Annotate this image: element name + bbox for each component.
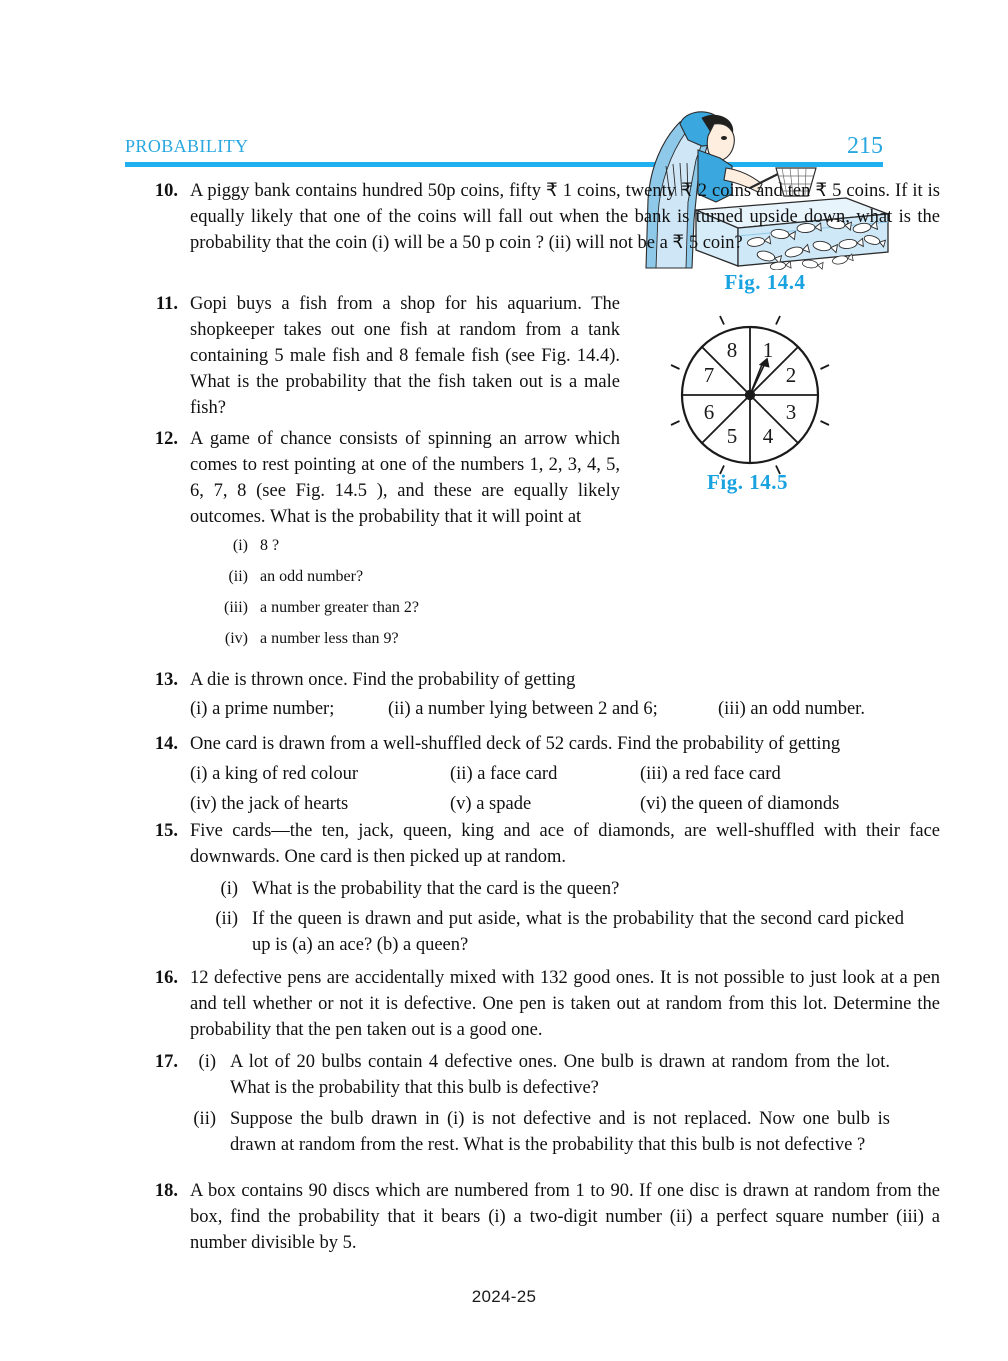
question-12-number: 12. xyxy=(154,429,178,449)
svg-text:2: 2 xyxy=(785,363,797,387)
subitem-text: A lot of 20 bulbs contain 4 defective ones. One bulb is drawn at random from the lot. What is the probability that this bulb is defective? xyxy=(230,1052,890,1098)
question-14-option: (i) a king of red colour xyxy=(190,764,358,784)
academic-session: 2024-25 xyxy=(471,1287,537,1306)
subitem-label: (i) xyxy=(232,537,248,554)
question-12 xyxy=(132,426,620,654)
svg-text:6: 6 xyxy=(703,400,715,424)
question-14-option: (iii) a red face card xyxy=(640,764,781,784)
subitem-label: (i) xyxy=(198,1052,216,1072)
svg-text:1: 1 xyxy=(762,338,774,362)
question-13-option: (iii) an odd number. xyxy=(718,699,865,719)
question-14-number: 14. xyxy=(154,734,178,754)
question-13 xyxy=(132,667,892,723)
question-15-subitem xyxy=(204,876,904,902)
subitem-text: an odd number? xyxy=(260,568,364,585)
question-14-option: (ii) a face card xyxy=(450,764,558,784)
question-17-number: 17. xyxy=(154,1052,178,1072)
svg-text:7: 7 xyxy=(703,363,715,387)
question-12-subitem xyxy=(206,561,602,592)
question-15-text: Five cards—the ten, jack, queen, king and ace of diamonds, are well-shuffled with their face downwards. One card is then picked up at random. xyxy=(190,821,940,867)
question-17 xyxy=(132,1049,892,1158)
question-18-number: 18. xyxy=(154,1181,178,1201)
question-12-subitem xyxy=(206,530,602,561)
running-head-chapter-title: PROBABILITY xyxy=(125,136,249,156)
question-14-option: (vi) the queen of diamonds xyxy=(640,794,840,814)
question-13-option: (i) a prime number; xyxy=(190,699,335,719)
question-11 xyxy=(132,291,620,421)
question-10-text: A piggy bank contains hundred 50p coins, fifty ₹ 1 coins, twenty ₹ 2 coins and ten ₹ 5 coins. If it is equally likely that one of the coins will fall out when the bank is turned upside down, what is the probability that the coin (i) will be a 50 p coin ? (ii) will not be a ₹ 5 coin? xyxy=(190,181,940,253)
question-11-text: Gopi buys a fish from a shop for his aquarium. The shopkeeper takes out one fish at random from a tank containing 5 male fish and 8 female fish (see Fig. 14.4). What is the probability that the fish taken out is a male fish? xyxy=(190,294,620,418)
question-12-subitems xyxy=(206,530,602,654)
subitem-text: What is the probability that the card is the queen? xyxy=(252,879,620,899)
question-13-text: A die is thrown once. Find the probability of getting xyxy=(190,670,576,690)
question-17-subitem xyxy=(190,1106,890,1158)
question-13-option: (ii) a number lying between 2 and 6; xyxy=(388,699,658,719)
question-15-subitem xyxy=(204,906,904,958)
question-12-text: A game of chance consists of spinning an arrow which comes to rest pointing at one of the numbers 1, 2, 3, 4, 5, 6, 7, 8 (see Fig. 14.5 ), and these are equally likely outcomes. What is the probability that it will point at xyxy=(190,429,620,527)
question-14-text: One card is drawn from a well-shuffled deck of 52 cards. Find the probability of getting xyxy=(190,734,841,754)
question-16 xyxy=(132,965,940,1043)
subitem-label: (iv) xyxy=(224,630,248,647)
subitem-label: (ii) xyxy=(215,909,238,929)
question-12-subitem xyxy=(206,623,602,654)
subitem-label: (ii) xyxy=(228,568,248,585)
figure-14-5-spinner xyxy=(658,305,848,485)
subitem-text: 8 ? xyxy=(260,537,280,554)
page-footer xyxy=(0,1287,1008,1307)
question-14-options-row-1 xyxy=(190,760,892,788)
question-18-text: A box contains 90 discs which are numbered from 1 to 90. If one disc is drawn at random from the box, find the probability that it bears (i) a two-digit number (ii) a perfect square number (iii) a number divisible by 5. xyxy=(190,1181,940,1253)
subitem-text: Suppose the bulb drawn in (i) is not defective and is not replaced. Now one bulb is drawn at random from the rest. What is the probability that this bulb is not defective ? xyxy=(230,1109,890,1155)
question-16-number: 16. xyxy=(154,968,178,988)
question-16-text: 12 defective pens are accidentally mixed with 132 good ones. It is not possible to just look at a pen and tell whether or not it is defective. One pen is taken out at random from this lot. Determine the probability that the pen taken out is a good one. xyxy=(190,968,940,1040)
question-14-option: (iv) the jack of hearts xyxy=(190,794,349,814)
question-14 xyxy=(132,731,892,818)
figure-14-4-caption: Fig. 14.4 xyxy=(724,270,806,294)
subitem-label: (ii) xyxy=(193,1109,216,1129)
question-15 xyxy=(132,818,940,958)
svg-text:8: 8 xyxy=(726,338,738,362)
svg-text:3: 3 xyxy=(785,400,797,424)
question-14-option: (v) a spade xyxy=(450,794,532,814)
subitem-label: (iii) xyxy=(224,599,248,616)
question-14-options-row-2 xyxy=(190,790,892,818)
subitem-text: If the queen is drawn and put aside, what is the probability that the second card picked up is (a) an ace? (b) a queen? xyxy=(252,909,904,955)
question-12-subitem xyxy=(206,592,602,623)
page-number: 215 xyxy=(847,133,883,159)
question-13-number: 13. xyxy=(154,670,178,690)
question-13-options xyxy=(190,695,892,723)
subitem-text: a number less than 9? xyxy=(260,630,399,647)
figure-14-5-caption: Fig. 14.5 xyxy=(707,470,788,494)
question-10-number: 10. xyxy=(154,181,178,201)
svg-text:5: 5 xyxy=(726,424,738,448)
question-15-number: 15. xyxy=(154,821,178,841)
question-17-subitem xyxy=(190,1049,890,1101)
question-11-number: 11. xyxy=(155,294,178,314)
subitem-text: a number greater than 2? xyxy=(260,599,420,616)
question-18 xyxy=(132,1178,940,1256)
subitem-label: (i) xyxy=(220,879,238,899)
svg-text:4: 4 xyxy=(762,424,774,448)
question-10 xyxy=(132,178,940,256)
